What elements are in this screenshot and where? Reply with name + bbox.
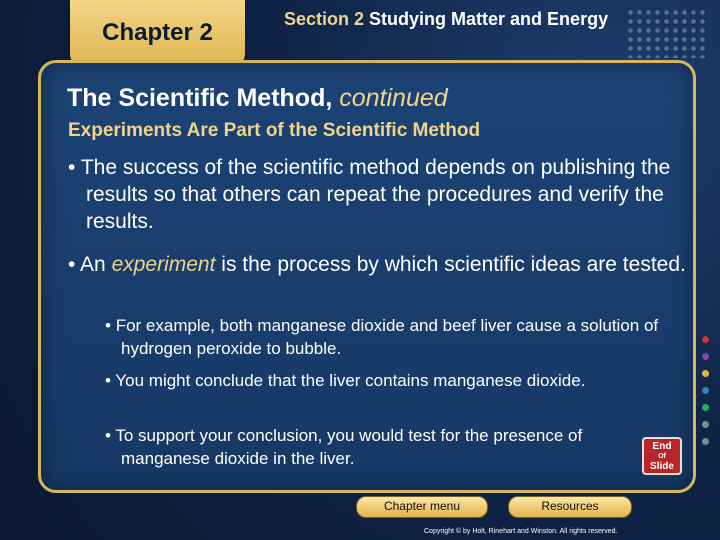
bullet-point: • The success of the scientific method depends on publishing the results so that others can repeat the procedures and verify the results. — [68, 156, 671, 233]
section-name: Studying Matter and Energy — [369, 9, 609, 29]
slide-label: Slide — [650, 461, 674, 472]
side-dot-0 — [702, 336, 709, 343]
bullet-text: The success of the scientific method depends on publishing the results so that others can repeat the procedures and verify the results. — [80, 156, 671, 233]
sub-bullet-point: • For example, both manganese dioxide and beef liver cause a solution of hydrogen peroxide to bubble. — [105, 316, 659, 358]
side-color-dots — [702, 336, 712, 455]
sub-bullet-point: • You might conclude that the liver contains manganese dioxide. — [105, 371, 586, 390]
sub-bullet-text: You might conclude that the liver contains manganese dioxide. — [115, 371, 586, 390]
side-dot-6 — [702, 438, 709, 445]
bullet-text-post: is the process by which scientific ideas are tested. — [221, 253, 686, 276]
end-of-slide-button[interactable] — [642, 437, 682, 475]
end-label: End — [652, 441, 672, 452]
side-dot-1 — [702, 353, 709, 360]
sub-bullet-point: • To support your conclusion, you would test for the presence of manganese dioxide in the liver. — [105, 426, 583, 468]
resources-button[interactable]: Resources — [508, 496, 632, 518]
of-label: Of — [658, 453, 666, 460]
copyright-text: Copyright © by Holt, Rinehart and Winston. All rights reserved. — [424, 528, 618, 535]
section-title — [284, 7, 614, 31]
sub-bullet-text: To support your conclusion, you would test for the presence of manganese dioxide in the liver. — [115, 426, 583, 468]
chapter-menu-button[interactable]: Chapter menu — [356, 496, 488, 518]
slide-title-main: The Scientific Method, — [67, 84, 333, 112]
side-dot-3 — [702, 387, 709, 394]
slide-subtitle: Experiments Are Part of the Scientific Method — [68, 120, 481, 141]
section-label: Section 2 — [284, 9, 365, 29]
side-dot-5 — [702, 421, 709, 428]
side-dot-2 — [702, 370, 709, 377]
bullet-text-pre: An — [80, 253, 106, 276]
chapter-label: Chapter 2 — [102, 19, 213, 46]
chapter-tab — [70, 0, 245, 68]
slide-title-continued: continued — [339, 84, 448, 112]
side-dot-4 — [702, 404, 709, 411]
bullet-point: • An experiment is the process by which scientific ideas are tested. — [68, 253, 686, 276]
decorative-dot-grid — [626, 8, 706, 58]
slide-title — [67, 84, 448, 113]
key-term: experiment — [111, 253, 216, 276]
sub-bullet-text: For example, both manganese dioxide and beef liver cause a solution of hydrogen peroxide to bubble. — [115, 316, 659, 358]
